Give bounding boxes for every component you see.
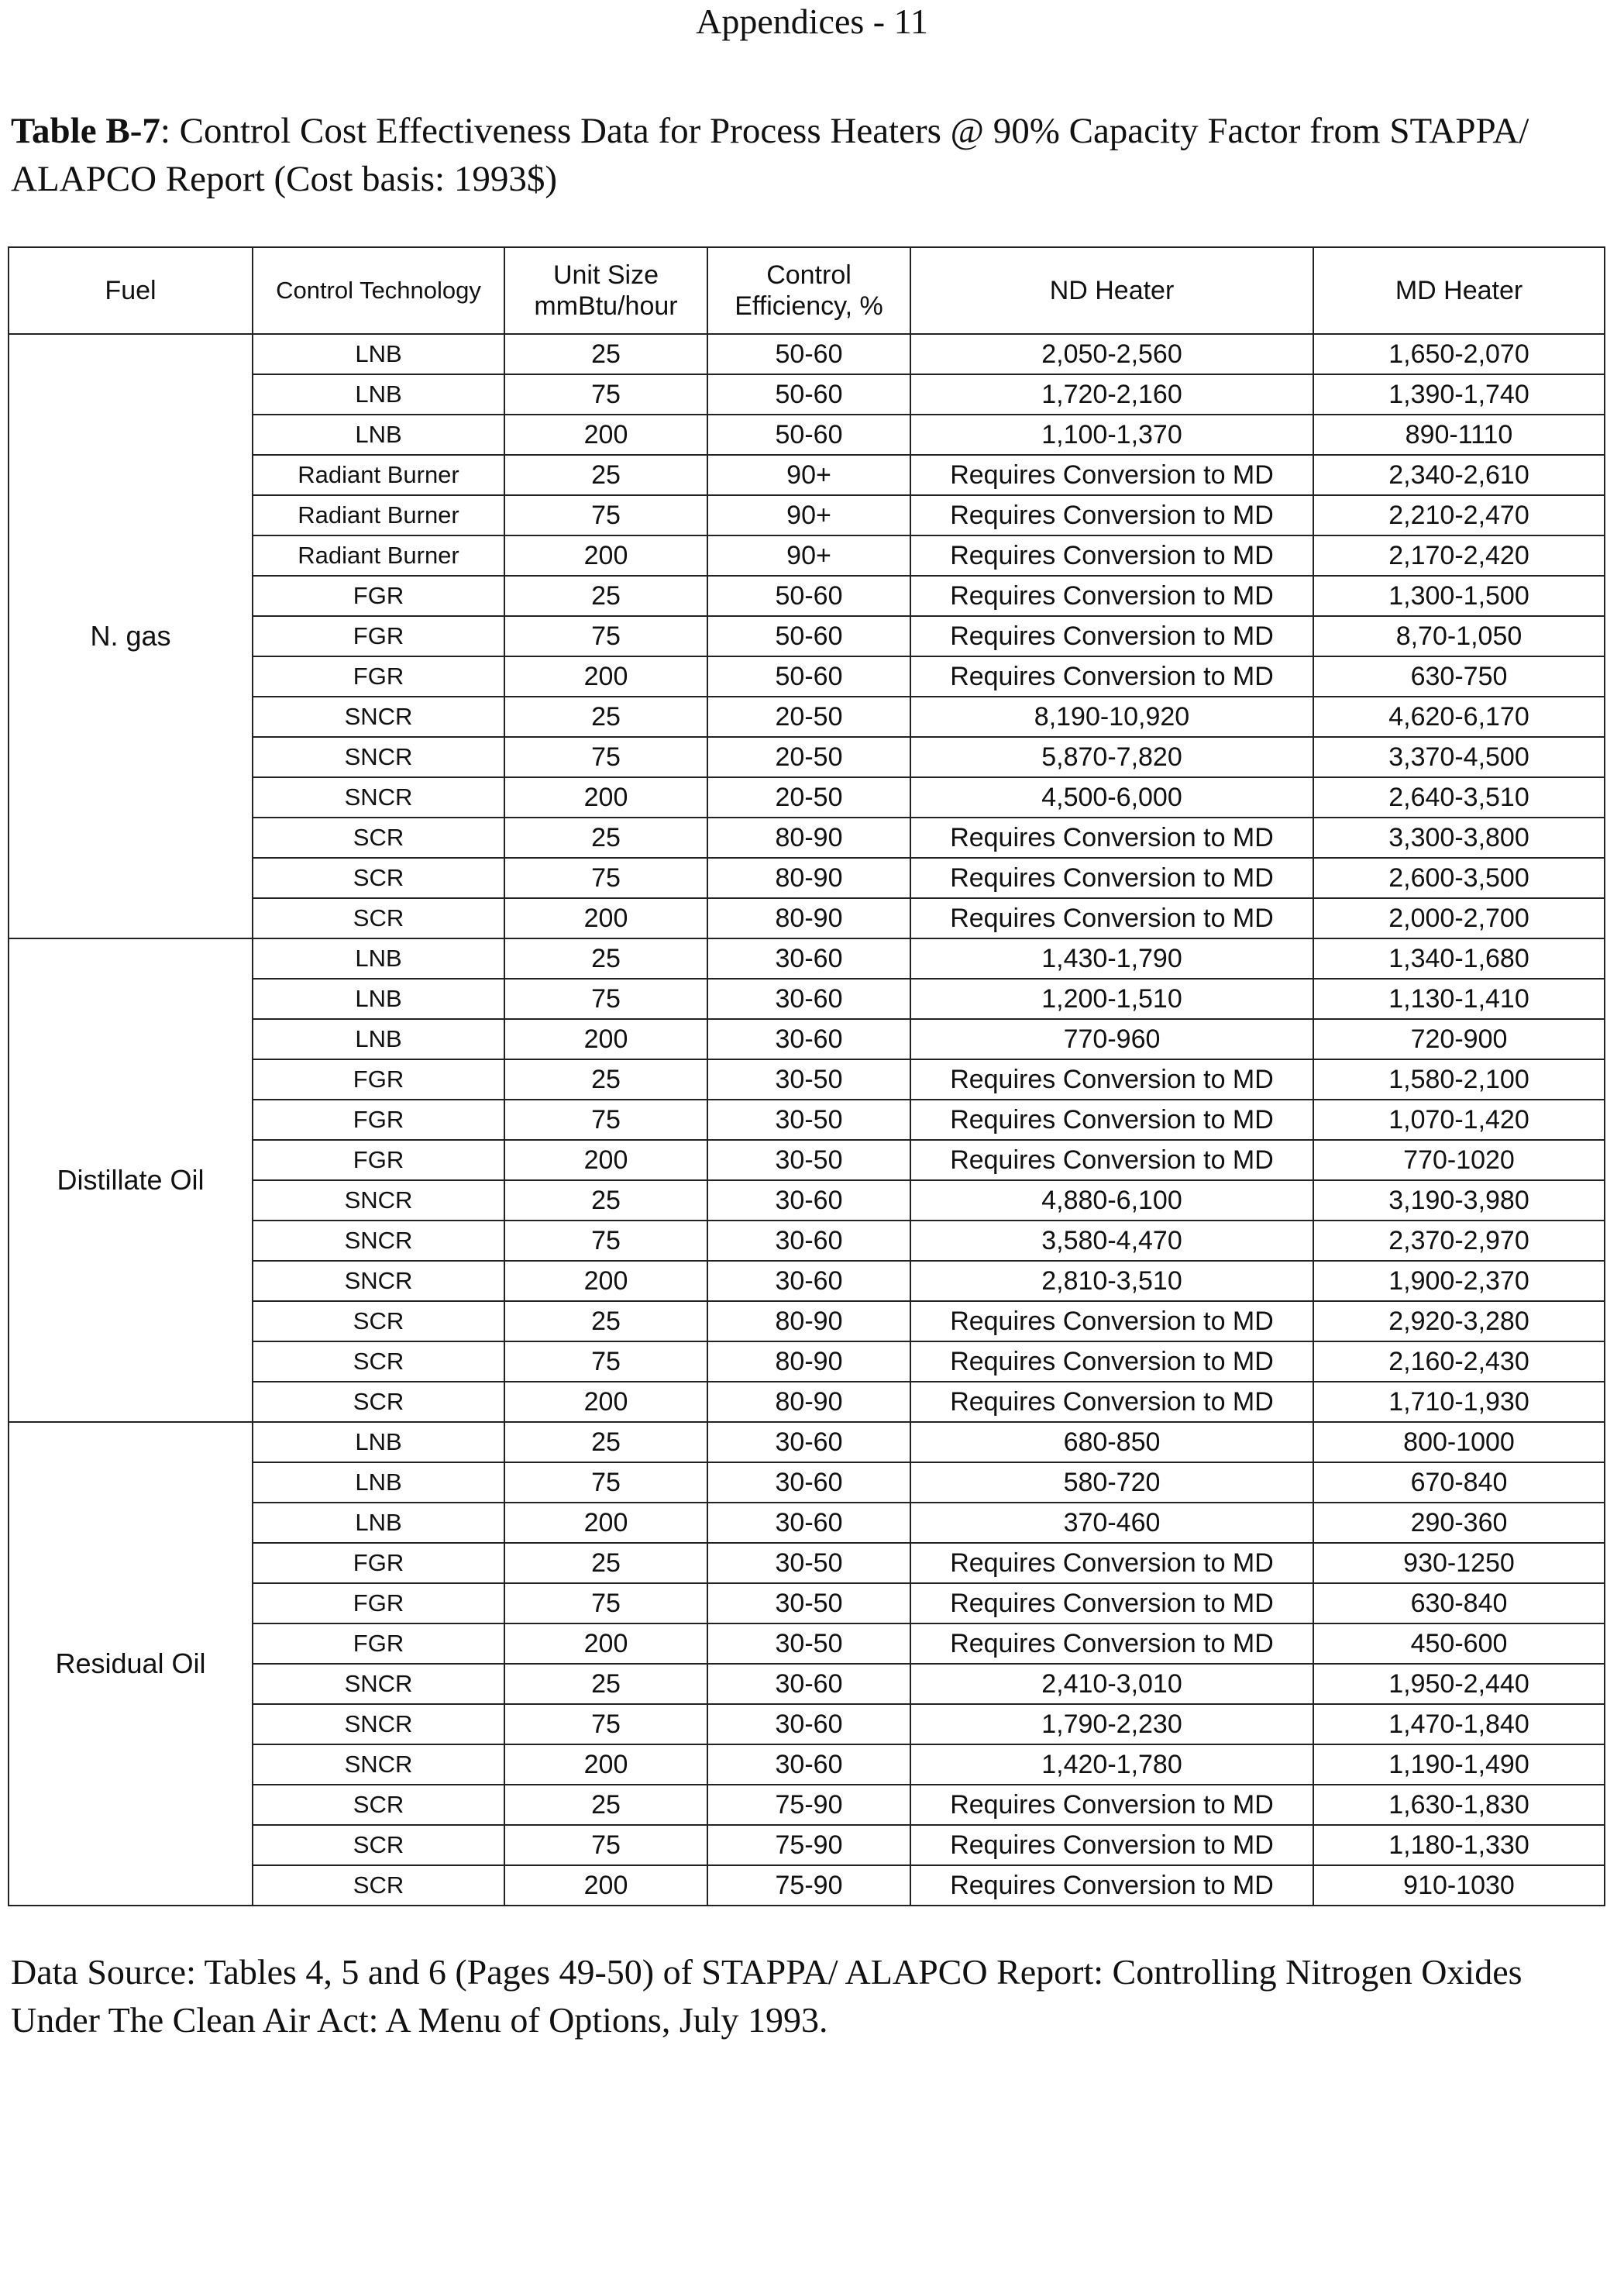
nd-heater-cell: Requires Conversion to MD <box>910 535 1313 576</box>
control-technology-cell: Radiant Burner <box>253 495 504 535</box>
nd-heater-cell: 2,410-3,010 <box>910 1664 1313 1704</box>
control-technology-cell: FGR <box>253 1059 504 1100</box>
control-technology-cell: SNCR <box>253 1180 504 1221</box>
unit-size-cell: 200 <box>504 1140 707 1180</box>
md-heater-cell: 2,160-2,430 <box>1313 1341 1605 1382</box>
nd-heater-cell: Requires Conversion to MD <box>910 1865 1313 1906</box>
nd-heater-cell: Requires Conversion to MD <box>910 455 1313 495</box>
unit-size-cell: 200 <box>504 1019 707 1059</box>
control-technology-cell: SNCR <box>253 1744 504 1785</box>
control-technology-cell: LNB <box>253 374 504 415</box>
control-efficiency-cell: 30-60 <box>707 1664 910 1704</box>
md-heater-cell: 4,620-6,170 <box>1313 697 1605 737</box>
control-technology-cell: SCR <box>253 898 504 938</box>
nd-heater-cell: Requires Conversion to MD <box>910 616 1313 656</box>
md-heater-cell: 630-750 <box>1313 656 1605 697</box>
unit-size-cell: 75 <box>504 737 707 777</box>
control-efficiency-cell: 80-90 <box>707 858 910 898</box>
control-technology-cell: FGR <box>253 576 504 616</box>
control-technology-cell: LNB <box>253 1422 504 1462</box>
nd-heater-cell: 3,580-4,470 <box>910 1221 1313 1261</box>
control-efficiency-cell: 75-90 <box>707 1825 910 1865</box>
control-technology-cell: LNB <box>253 979 504 1019</box>
md-heater-cell: 2,170-2,420 <box>1313 535 1605 576</box>
control-technology-cell: SCR <box>253 1825 504 1865</box>
nd-heater-cell: 1,790-2,230 <box>910 1704 1313 1744</box>
nd-heater-cell: Requires Conversion to MD <box>910 1341 1313 1382</box>
md-heater-cell: 2,000-2,700 <box>1313 898 1605 938</box>
unit-size-cell: 75 <box>504 858 707 898</box>
page-header: Appendices - 11 <box>696 2 928 41</box>
control-efficiency-cell: 20-50 <box>707 697 910 737</box>
table-caption-label: Table B-7 <box>11 111 160 151</box>
control-efficiency-cell: 20-50 <box>707 777 910 818</box>
unit-size-cell: 200 <box>504 656 707 697</box>
unit-size-cell: 25 <box>504 697 707 737</box>
md-heater-cell: 2,920-3,280 <box>1313 1301 1605 1341</box>
md-heater-cell: 8,70-1,050 <box>1313 616 1605 656</box>
control-efficiency-cell: 30-60 <box>707 938 910 979</box>
control-efficiency-cell: 50-60 <box>707 576 910 616</box>
table-row <box>9 334 1605 374</box>
unit-size-cell: 25 <box>504 455 707 495</box>
control-technology-cell: LNB <box>253 415 504 455</box>
unit-size-cell: 25 <box>504 1543 707 1583</box>
unit-size-cell: 25 <box>504 1301 707 1341</box>
nd-heater-cell: 1,200-1,510 <box>910 979 1313 1019</box>
control-technology-cell: SNCR <box>253 1664 504 1704</box>
md-heater-cell: 1,630-1,830 <box>1313 1785 1605 1825</box>
unit-size-cell: 75 <box>504 1100 707 1140</box>
md-heater-cell: 3,370-4,500 <box>1313 737 1605 777</box>
md-heater-cell: 2,600-3,500 <box>1313 858 1605 898</box>
control-technology-cell: FGR <box>253 1543 504 1583</box>
md-heater-cell: 2,210-2,470 <box>1313 495 1605 535</box>
control-efficiency-cell: 30-60 <box>707 1261 910 1301</box>
control-efficiency-cell: 80-90 <box>707 1382 910 1422</box>
control-technology-cell: SCR <box>253 1785 504 1825</box>
control-efficiency-cell: 90+ <box>707 495 910 535</box>
unit-size-cell: 200 <box>504 1623 707 1664</box>
md-heater-cell: 770-1020 <box>1313 1140 1605 1180</box>
md-heater-cell: 890-1110 <box>1313 415 1605 455</box>
control-technology-cell: FGR <box>253 616 504 656</box>
md-heater-cell: 1,070-1,420 <box>1313 1100 1605 1140</box>
control-technology-cell: SNCR <box>253 737 504 777</box>
nd-heater-cell: 8,190-10,920 <box>910 697 1313 737</box>
unit-size-cell: 25 <box>504 1785 707 1825</box>
control-technology-cell: LNB <box>253 938 504 979</box>
control-efficiency-cell: 30-60 <box>707 1422 910 1462</box>
unit-size-cell: 25 <box>504 576 707 616</box>
control-technology-cell: LNB <box>253 334 504 374</box>
control-technology-cell: LNB <box>253 1019 504 1059</box>
unit-size-cell: 75 <box>504 979 707 1019</box>
unit-size-cell: 200 <box>504 415 707 455</box>
unit-size-cell: 75 <box>504 1341 707 1382</box>
table-header <box>9 247 1605 334</box>
unit-size-cell: 200 <box>504 1382 707 1422</box>
fuel-cell: Distillate Oil <box>9 938 253 1422</box>
header-control-technology: Control Technology <box>253 247 504 334</box>
unit-size-cell: 75 <box>504 1704 707 1744</box>
control-technology-cell: SCR <box>253 1301 504 1341</box>
nd-heater-cell: Requires Conversion to MD <box>910 818 1313 858</box>
nd-heater-cell: Requires Conversion to MD <box>910 1543 1313 1583</box>
unit-size-cell: 200 <box>504 1865 707 1906</box>
control-efficiency-cell: 80-90 <box>707 818 910 858</box>
control-technology-cell: LNB <box>253 1503 504 1543</box>
nd-heater-cell: 1,720-2,160 <box>910 374 1313 415</box>
table-caption-text: : Control Cost Effectiveness Data for Process Heaters @ 90% Capacity Factor from STAPPA/ ALAPCO Report (Cost basis: 1993$) <box>11 111 1529 199</box>
control-efficiency-cell: 30-60 <box>707 1019 910 1059</box>
unit-size-cell: 25 <box>504 1059 707 1100</box>
unit-size-cell: 25 <box>504 818 707 858</box>
control-efficiency-cell: 30-60 <box>707 1221 910 1261</box>
nd-heater-cell: Requires Conversion to MD <box>910 1100 1313 1140</box>
header-row <box>9 247 1605 334</box>
unit-size-cell: 75 <box>504 1825 707 1865</box>
md-heater-cell: 1,190-1,490 <box>1313 1744 1605 1785</box>
control-technology-cell: SCR <box>253 1382 504 1422</box>
nd-heater-cell: 370-460 <box>910 1503 1313 1543</box>
unit-size-cell: 200 <box>504 1744 707 1785</box>
md-heater-cell: 630-840 <box>1313 1583 1605 1623</box>
control-efficiency-cell: 30-60 <box>707 1704 910 1744</box>
md-heater-cell: 1,300-1,500 <box>1313 576 1605 616</box>
control-technology-cell: SNCR <box>253 1221 504 1261</box>
nd-heater-cell: Requires Conversion to MD <box>910 1623 1313 1664</box>
control-technology-cell: SCR <box>253 1341 504 1382</box>
md-heater-cell: 290-360 <box>1313 1503 1605 1543</box>
table-body <box>9 334 1605 1906</box>
control-efficiency-cell: 30-50 <box>707 1623 910 1664</box>
table-row <box>9 938 1605 979</box>
md-heater-cell: 1,470-1,840 <box>1313 1704 1605 1744</box>
unit-size-cell: 25 <box>504 334 707 374</box>
control-efficiency-cell: 30-60 <box>707 1462 910 1503</box>
control-efficiency-cell: 90+ <box>707 535 910 576</box>
control-efficiency-cell: 80-90 <box>707 1341 910 1382</box>
nd-heater-cell: Requires Conversion to MD <box>910 495 1313 535</box>
md-heater-cell: 1,900-2,370 <box>1313 1261 1605 1301</box>
control-efficiency-cell: 30-50 <box>707 1100 910 1140</box>
unit-size-cell: 75 <box>504 374 707 415</box>
control-efficiency-cell: 30-50 <box>707 1059 910 1100</box>
nd-heater-cell: 580-720 <box>910 1462 1313 1503</box>
control-efficiency-cell: 50-60 <box>707 656 910 697</box>
md-heater-cell: 2,340-2,610 <box>1313 455 1605 495</box>
control-efficiency-cell: 30-60 <box>707 1744 910 1785</box>
md-heater-cell: 1,650-2,070 <box>1313 334 1605 374</box>
data-source-note: Data Source: Tables 4, 5 and 6 (Pages 49-50) of STAPPA/ ALAPCO Report: Controlling Nitrogen Oxides Under The Clean Air Act: A Menu of Options, July 1993. <box>11 1952 1522 2040</box>
md-heater-cell: 1,580-2,100 <box>1313 1059 1605 1100</box>
nd-heater-cell: Requires Conversion to MD <box>910 898 1313 938</box>
nd-heater-cell: 4,880-6,100 <box>910 1180 1313 1221</box>
unit-size-cell: 75 <box>504 616 707 656</box>
nd-heater-cell: 4,500-6,000 <box>910 777 1313 818</box>
control-technology-cell: SNCR <box>253 697 504 737</box>
control-efficiency-cell: 30-60 <box>707 1180 910 1221</box>
header-nd-heater: ND Heater <box>910 247 1313 334</box>
fuel-cell: N. gas <box>9 334 253 938</box>
control-efficiency-cell: 75-90 <box>707 1785 910 1825</box>
nd-heater-cell: Requires Conversion to MD <box>910 1382 1313 1422</box>
unit-size-cell: 25 <box>504 1180 707 1221</box>
nd-heater-cell: 680-850 <box>910 1422 1313 1462</box>
unit-size-cell: 200 <box>504 1503 707 1543</box>
md-heater-cell: 1,950-2,440 <box>1313 1664 1605 1704</box>
control-efficiency-cell: 20-50 <box>707 737 910 777</box>
unit-size-cell: 25 <box>504 938 707 979</box>
md-heater-cell: 3,300-3,800 <box>1313 818 1605 858</box>
nd-heater-cell: Requires Conversion to MD <box>910 1785 1313 1825</box>
control-efficiency-cell: 30-50 <box>707 1140 910 1180</box>
control-technology-cell: FGR <box>253 1623 504 1664</box>
control-efficiency-cell: 90+ <box>707 455 910 495</box>
control-efficiency-cell: 80-90 <box>707 898 910 938</box>
header-unit-size: Unit Size mmBtu/hour <box>504 247 707 334</box>
md-heater-cell: 2,370-2,970 <box>1313 1221 1605 1261</box>
control-efficiency-cell: 50-60 <box>707 374 910 415</box>
md-heater-cell: 1,390-1,740 <box>1313 374 1605 415</box>
table-row <box>9 1422 1605 1462</box>
md-heater-cell: 1,130-1,410 <box>1313 979 1605 1019</box>
control-technology-cell: SNCR <box>253 1704 504 1744</box>
nd-heater-cell: 1,430-1,790 <box>910 938 1313 979</box>
nd-heater-cell: Requires Conversion to MD <box>910 1825 1313 1865</box>
control-technology-cell: SNCR <box>253 1261 504 1301</box>
unit-size-cell: 200 <box>504 535 707 576</box>
md-heater-cell: 3,190-3,980 <box>1313 1180 1605 1221</box>
unit-size-cell: 200 <box>504 1261 707 1301</box>
control-technology-cell: FGR <box>253 656 504 697</box>
control-efficiency-cell: 30-50 <box>707 1583 910 1623</box>
md-heater-cell: 1,710-1,930 <box>1313 1382 1605 1422</box>
md-heater-cell: 450-600 <box>1313 1623 1605 1664</box>
table-caption <box>11 107 1607 203</box>
nd-heater-cell: 1,100-1,370 <box>910 415 1313 455</box>
md-heater-cell: 800-1000 <box>1313 1422 1605 1462</box>
unit-size-cell: 200 <box>504 777 707 818</box>
nd-heater-cell: Requires Conversion to MD <box>910 1301 1313 1341</box>
unit-size-cell: 75 <box>504 1462 707 1503</box>
control-efficiency-cell: 75-90 <box>707 1865 910 1906</box>
md-heater-cell: 670-840 <box>1313 1462 1605 1503</box>
control-technology-cell: SCR <box>253 858 504 898</box>
nd-heater-cell: 770-960 <box>910 1019 1313 1059</box>
nd-heater-cell: Requires Conversion to MD <box>910 858 1313 898</box>
fuel-cell: Residual Oil <box>9 1422 253 1906</box>
control-technology-cell: FGR <box>253 1583 504 1623</box>
control-technology-cell: Radiant Burner <box>253 455 504 495</box>
unit-size-cell: 25 <box>504 1664 707 1704</box>
control-technology-cell: FGR <box>253 1100 504 1140</box>
md-heater-cell: 2,640-3,510 <box>1313 777 1605 818</box>
nd-heater-cell: Requires Conversion to MD <box>910 1583 1313 1623</box>
nd-heater-cell: 1,420-1,780 <box>910 1744 1313 1785</box>
md-heater-cell: 1,180-1,330 <box>1313 1825 1605 1865</box>
md-heater-cell: 910-1030 <box>1313 1865 1605 1906</box>
unit-size-cell: 75 <box>504 1221 707 1261</box>
unit-size-cell: 75 <box>504 495 707 535</box>
nd-heater-cell: Requires Conversion to MD <box>910 1059 1313 1100</box>
unit-size-cell: 25 <box>504 1422 707 1462</box>
header-fuel: Fuel <box>9 247 253 334</box>
control-efficiency-cell: 50-60 <box>707 334 910 374</box>
unit-size-cell: 75 <box>504 1583 707 1623</box>
control-efficiency-cell: 30-60 <box>707 979 910 1019</box>
control-technology-cell: SCR <box>253 1865 504 1906</box>
md-heater-cell: 1,340-1,680 <box>1313 938 1605 979</box>
nd-heater-cell: 5,870-7,820 <box>910 737 1313 777</box>
control-efficiency-cell: 50-60 <box>707 415 910 455</box>
control-technology-cell: SNCR <box>253 777 504 818</box>
nd-heater-cell: Requires Conversion to MD <box>910 656 1313 697</box>
nd-heater-cell: Requires Conversion to MD <box>910 576 1313 616</box>
control-technology-cell: LNB <box>253 1462 504 1503</box>
nd-heater-cell: Requires Conversion to MD <box>910 1140 1313 1180</box>
nd-heater-cell: 2,810-3,510 <box>910 1261 1313 1301</box>
cost-effectiveness-table <box>8 246 1605 1906</box>
control-technology-cell: FGR <box>253 1140 504 1180</box>
nd-heater-cell: 2,050-2,560 <box>910 334 1313 374</box>
control-technology-cell: Radiant Burner <box>253 535 504 576</box>
control-efficiency-cell: 50-60 <box>707 616 910 656</box>
header-control-efficiency: Control Efficiency, % <box>707 247 910 334</box>
control-efficiency-cell: 30-60 <box>707 1503 910 1543</box>
header-md-heater: MD Heater <box>1313 247 1605 334</box>
md-heater-cell: 720-900 <box>1313 1019 1605 1059</box>
control-technology-cell: SCR <box>253 818 504 858</box>
md-heater-cell: 930-1250 <box>1313 1543 1605 1583</box>
unit-size-cell: 200 <box>504 898 707 938</box>
control-efficiency-cell: 30-50 <box>707 1543 910 1583</box>
control-efficiency-cell: 80-90 <box>707 1301 910 1341</box>
